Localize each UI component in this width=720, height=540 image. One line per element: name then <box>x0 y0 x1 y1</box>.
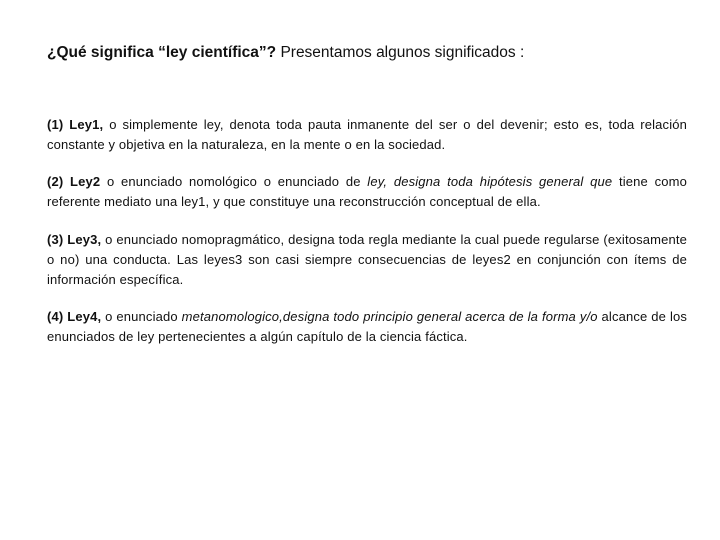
paragraph-text: o enunciado <box>105 309 178 324</box>
title-rest: Presentamos algunos significados : <box>280 44 525 61</box>
paragraph-text: o enunciado nomopragmático, designa toda regla mediante la cual puede regularse (exitosamente o no) una conducta. Las leyes3 son casi siempre consecuencias de leyes2 en conjunción con ítems de información específica. <box>47 232 687 287</box>
paragraph-ley4 <box>47 307 687 347</box>
paragraph-text-italic: metanomologico,designa todo principio general acerca de la forma y/o <box>181 309 598 324</box>
paragraph-ley3 <box>47 230 687 290</box>
paragraph-label: (3) Ley3, <box>47 232 102 247</box>
paragraph-text: o enunciado nomológico o enunciado de <box>106 174 361 189</box>
paragraph-text: o simplemente ley, denota toda pauta inmanente del ser o del devenir; esto es, toda relación constante y objetiva en la naturaleza, en la mente o en la sociedad. <box>47 117 688 152</box>
title-question: ¿Qué significa “ley científica”? <box>47 44 277 61</box>
paragraph-label: (1) Ley1, <box>47 117 104 132</box>
paragraph-text: tiene como referente mediato una ley1, y que constituye una reconstrucción conceptual de ella. <box>47 174 687 209</box>
paragraph-label: (2) Ley2 <box>47 174 101 189</box>
slide-title <box>47 43 687 63</box>
paragraph-label: (4) Ley4, <box>47 309 102 324</box>
paragraph-text: alcance de los enunciados de ley pertenecientes a algún capítulo de la ciencia fáctica. <box>47 309 688 344</box>
paragraph-ley2 <box>47 172 687 212</box>
paragraph-text-italic: ley, designa toda hipótesis general que <box>367 174 613 189</box>
paragraph-ley1 <box>47 115 687 155</box>
